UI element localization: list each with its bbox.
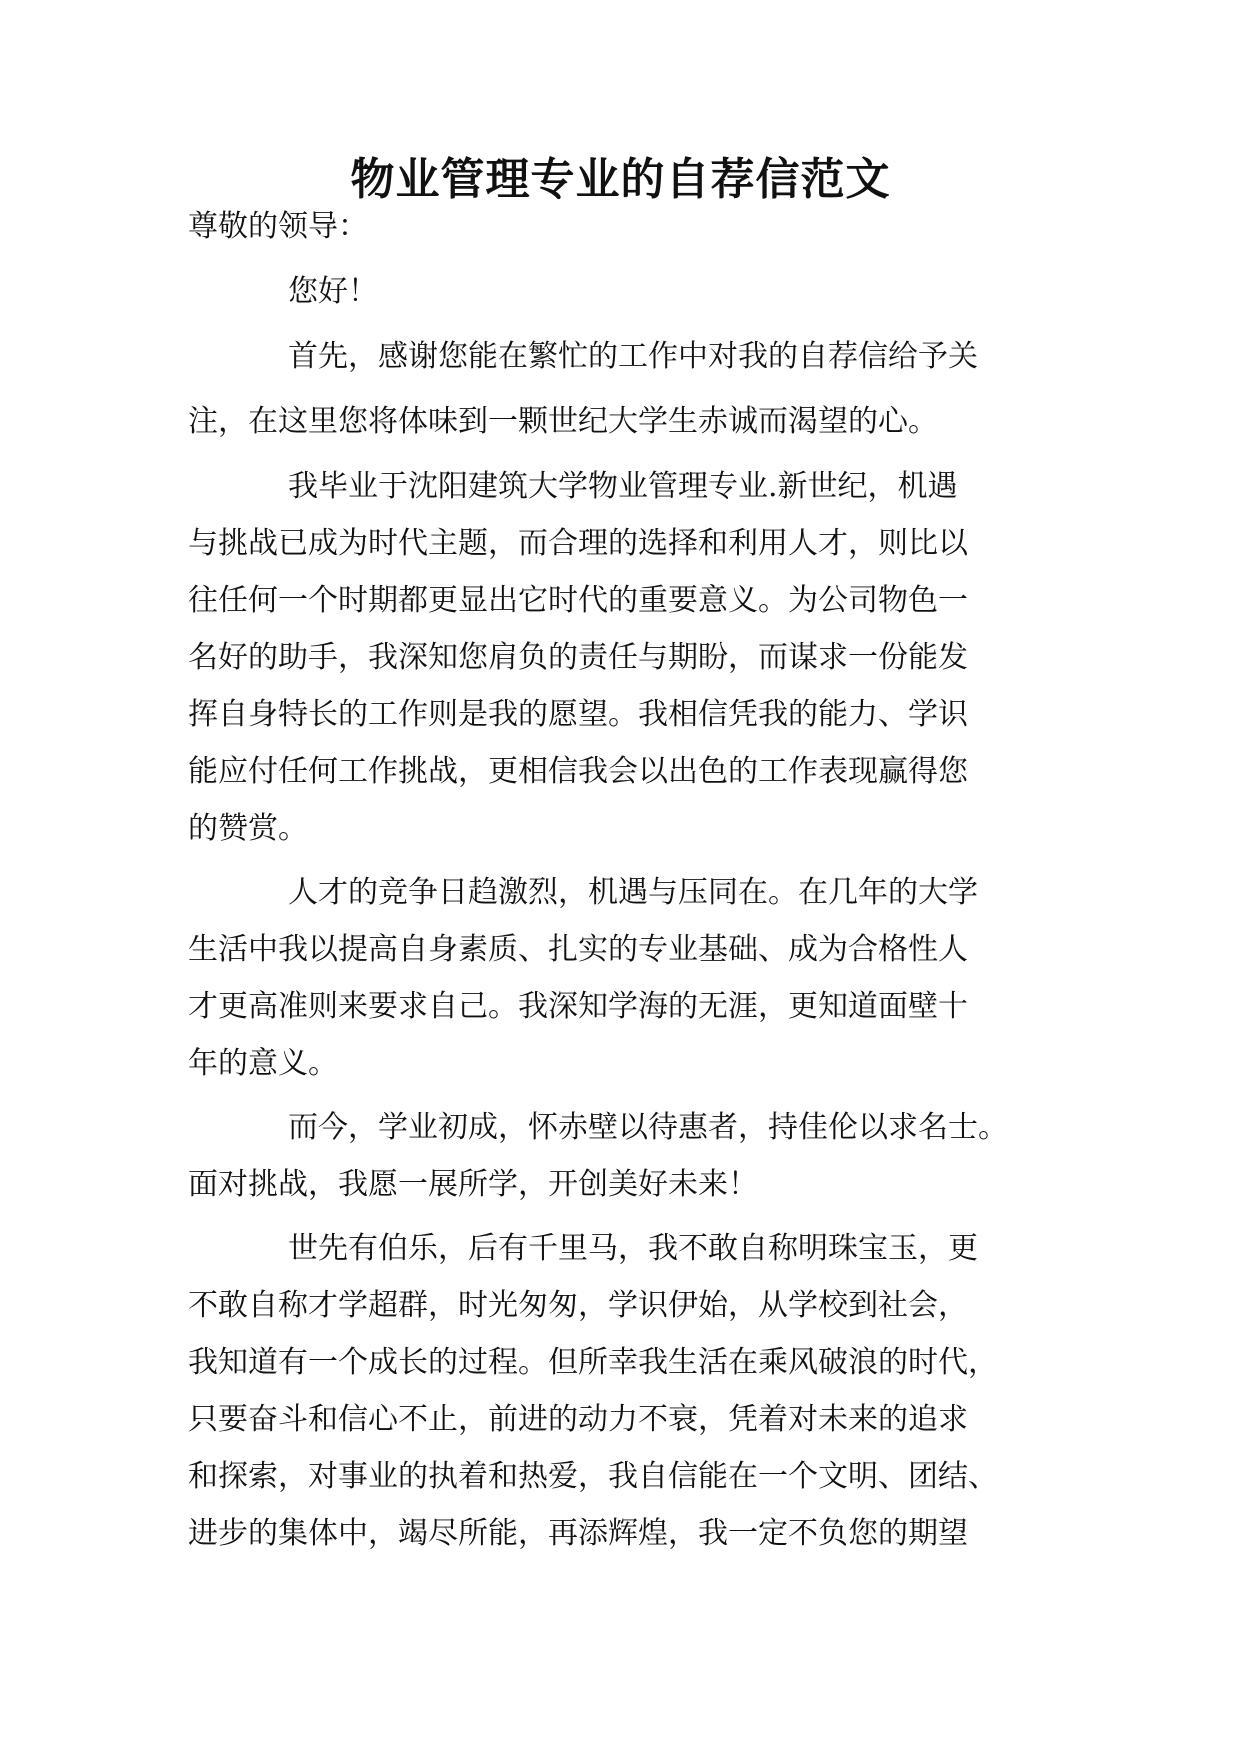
body-line: 才更高准则来要求自己。我深知学海的无涯，更知道面壁十 bbox=[188, 989, 968, 1024]
body-line: 我毕业于沈阳建筑大学物业管理专业.新世纪，机遇 bbox=[288, 469, 958, 504]
body-line: 挥自身特长的工作则是我的愿望。我相信凭我的能力、学识 bbox=[188, 697, 968, 732]
body-line: 首先，感谢您能在繁忙的工作中对我的自荐信给予关 bbox=[288, 339, 978, 374]
body-line: 能应付任何工作挑战，更相信我会以出色的工作表现赢得您 bbox=[188, 754, 968, 789]
body-line: 年的意义。 bbox=[188, 1046, 338, 1081]
document-title: 物业管理专业的自荐信范文 bbox=[350, 154, 891, 205]
body-line: 世先有伯乐，后有千里马，我不敢自称明珠宝玉，更 bbox=[288, 1231, 978, 1266]
body-line: 的赞赏。 bbox=[188, 811, 308, 846]
greeting: 您好！ bbox=[288, 274, 378, 309]
body-line: 面对挑战，我愿一展所学，开创美好未来！ bbox=[188, 1167, 758, 1202]
salutation: 尊敬的领导： bbox=[188, 209, 368, 244]
body-line: 生活中我以提高自身素质、扎实的专业基础、成为合格性人 bbox=[188, 932, 968, 967]
body-line: 与挑战已成为时代主题，而合理的选择和利用人才，则比以 bbox=[188, 526, 968, 561]
body-line: 人才的竞争日趋激烈，机遇与压同在。在几年的大学 bbox=[288, 875, 978, 910]
body-line: 名好的助手，我深知您肩负的责任与期盼，而谋求一份能发 bbox=[188, 640, 968, 675]
body-line: 而今，学业初成，怀赤壁以待惠者，持佳伦以求名士。 bbox=[288, 1110, 1008, 1145]
body-line: 进步的集体中，竭尽所能，再添辉煌，我一定不负您的期望 bbox=[188, 1516, 968, 1551]
body-line: 往任何一个时期都更显出它时代的重要意义。为公司物色一 bbox=[188, 583, 968, 618]
body-line: 不敢自称才学超群，时光匆匆，学识伊始，从学校到社会， bbox=[188, 1288, 968, 1323]
body-line: 只要奋斗和信心不止，前进的动力不衰，凭着对未来的追求 bbox=[188, 1402, 968, 1437]
body-line: 注，在这里您将体味到一颗世纪大学生赤诚而渴望的心。 bbox=[188, 404, 938, 439]
body-line: 我知道有一个成长的过程。但所幸我生活在乘风破浪的时代， bbox=[188, 1345, 998, 1380]
body-line: 和探索，对事业的执着和热爱，我自信能在一个文明、团结、 bbox=[188, 1459, 998, 1494]
